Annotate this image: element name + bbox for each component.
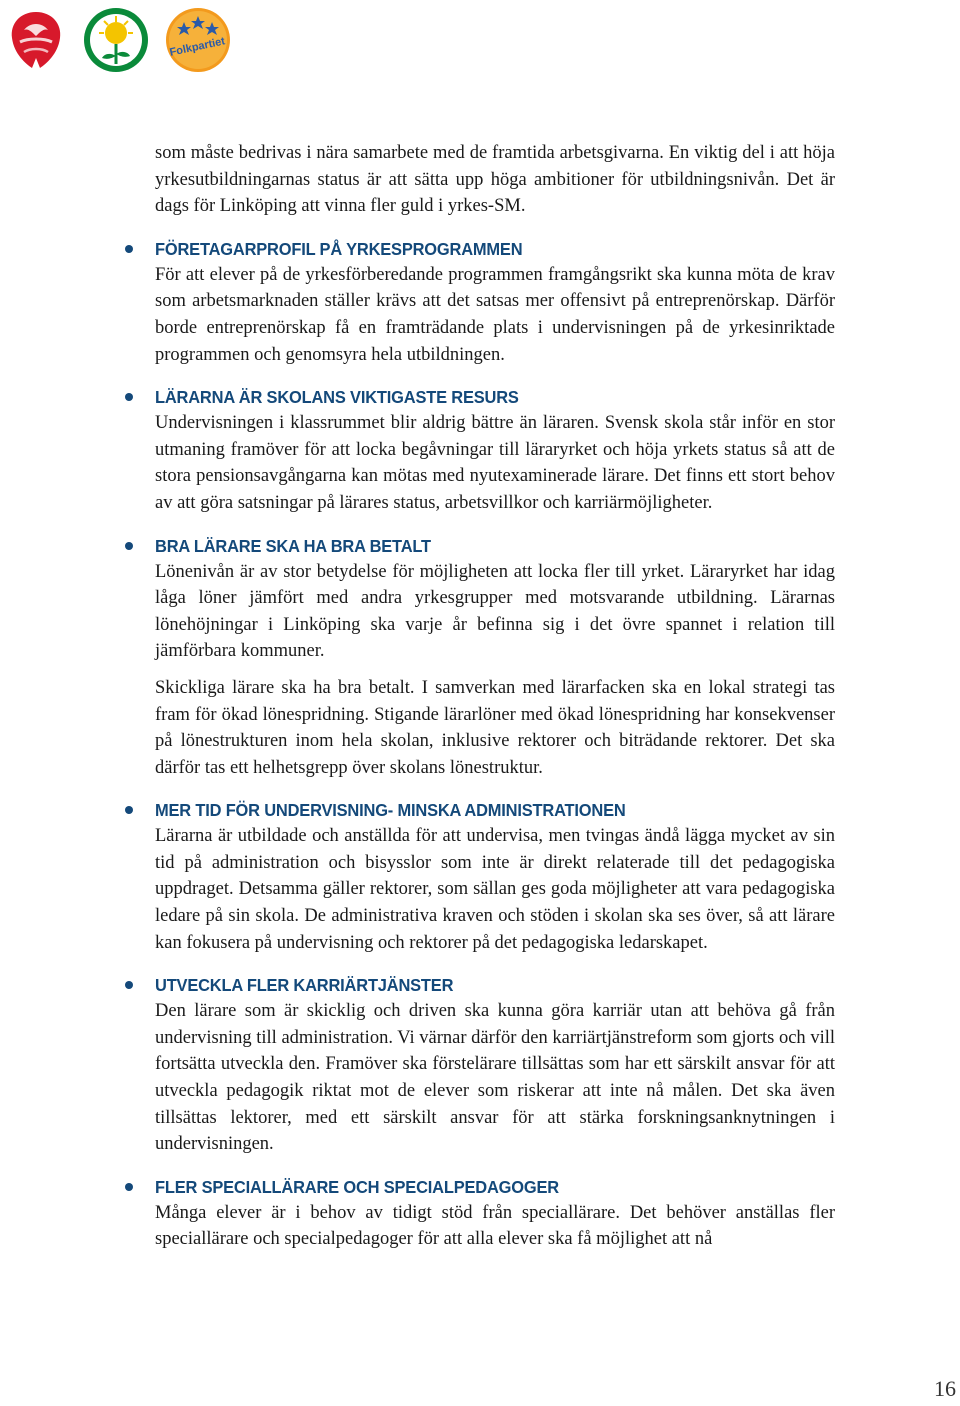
article-content [155, 140, 835, 1253]
section-paragraph: Den lärare som är skicklig och driven ska kunna göra karriär utan att behöva gå från undervisning till administration. Vi värnar därför den karriärtjänstreform som gjorts och vill fortsätta utveckla den. Framöver ska förstelärare tillsättas som har ett särskilt ansvar för att utveckla pedagogik riktat mot de elever som riskerar att inte nå målen. Det ska även tillsättas lektorer, med ett särskilt ansvar för att stärka forskningsanknytningen i undervisningen. [155, 1001, 835, 1155]
intro-paragraph: som måste bedrivas i nära samarbete med de framtida arbetsgivarna. En viktig del i att höja yrkesutbildningarnas status är att sätta upp höga ambitioner för utbildningsnivån. Det är dags för Linköping att vinna fler guld i yrkes-SM. [155, 143, 835, 217]
bullet-icon [125, 393, 133, 401]
section-bra-larare [155, 533, 835, 782]
section-paragraph: Skickliga lärare ska ha bra betalt. I samverkan med lärarfacken ska en lokal strategi tas fram för ökad lönespridning. Stigande lärarlöner med ökad lönespridning har konsekvenser på lönestrukturen inom hela skolan, inklusive rektorer och biträdande rektorer. Det ska därför tas ett helhetsgrepp över skolans lönestruktur. [155, 677, 835, 778]
section-specialpedagoger [155, 1174, 835, 1253]
section-paragraph: Lärarna är utbildade och anställda för att undervisa, men tvingas ändå lägga mycket av sin tid på administration och bisysslor som inte är direkt relaterade till det pedagogiska uppdraget. Detsamma gäller rektorer, som sällan ges goda möjligheter att vara pedagogiska ledare på sin skola. De administrativa kraven och stöden i skolan ska ses över, så att lärare kan fokusera på undervisning och rektorer på det pedagogiska ledarskapet. [155, 826, 835, 953]
section-paragraph: Lönenivån är av stor betydelse för möjligheten att locka fler till yrket. Läraryrket har idag låga löner jämfört med andra yrkesgrupper med motsvarande utbildning. Lärarnas lönehöjningar i Linköping ska varje år befinna sig i det övre spannet i relation till jämförbara kommuner. [155, 561, 835, 662]
party-logos [0, 0, 260, 80]
section-paragraph: För att elever på de yrkesförberedande programmen framgångsrikt ska kunna möta de krav som arbetsmarknaden ställer krävs att det satsas mer offensivt på entreprenörskap. Därför borde entreprenörskap få en framträdande plats i undervisningen på de yrkesinriktade programmen och genomsyra hela utbildningen. [155, 264, 835, 365]
social-democrats-rose-logo [2, 6, 70, 74]
section-foretagarprofil [155, 236, 835, 368]
bullet-icon [125, 806, 133, 814]
section-heading: BRA LÄRARE SKA HA BRA BETALT [155, 535, 431, 556]
section-karriartjanster [155, 972, 835, 1158]
section-heading: LÄRARNA ÄR SKOLANS VIKTIGASTE RESURS [155, 387, 519, 408]
section-heading: MER TID FÖR UNDERVISNING- MINSKA ADMINISTRATIONEN [155, 800, 626, 821]
section-paragraph: Många elever är i behov av tidigt stöd från speciallärare. Det behöver anställas fler speciallärare och specialpedagoger för att alla elever ska få möjlighet att nå [155, 1202, 835, 1250]
page-number: 16 [934, 1376, 956, 1401]
folkpartiet-star-logo [164, 6, 232, 74]
section-paragraph: Undervisningen i klassrummet blir aldrig bättre än läraren. Svensk skola står inför en stor utmaning framöver för att locka begåvningar till läraryrket och höja yrkets status så att de stora pensionsavgångarna kan mötas med nyutexaminerade lärare. Det finns ett stort behov av att göra satsningar på lärares status, arbetsvillkor och karriärmöjligheter. [155, 413, 835, 513]
bullet-icon [125, 542, 133, 550]
bullet-icon [125, 1183, 133, 1191]
section-heading: FÖRETAGARPROFIL PÅ YRKESPROGRAMMEN [155, 238, 523, 259]
bullet-icon [125, 981, 133, 989]
folkpartiet-logo-text: Folkpartiet [168, 35, 227, 59]
section-heading: FLER SPECIALLÄRARE OCH SPECIALPEDAGOGER [155, 1176, 559, 1197]
bullet-icon [125, 245, 133, 253]
section-lararna [155, 384, 835, 516]
centre-party-clover-logo [82, 6, 150, 74]
section-mer-tid [155, 797, 835, 956]
section-heading: UTVECKLA FLER KARRIÄRTJÄNSTER [155, 975, 454, 996]
